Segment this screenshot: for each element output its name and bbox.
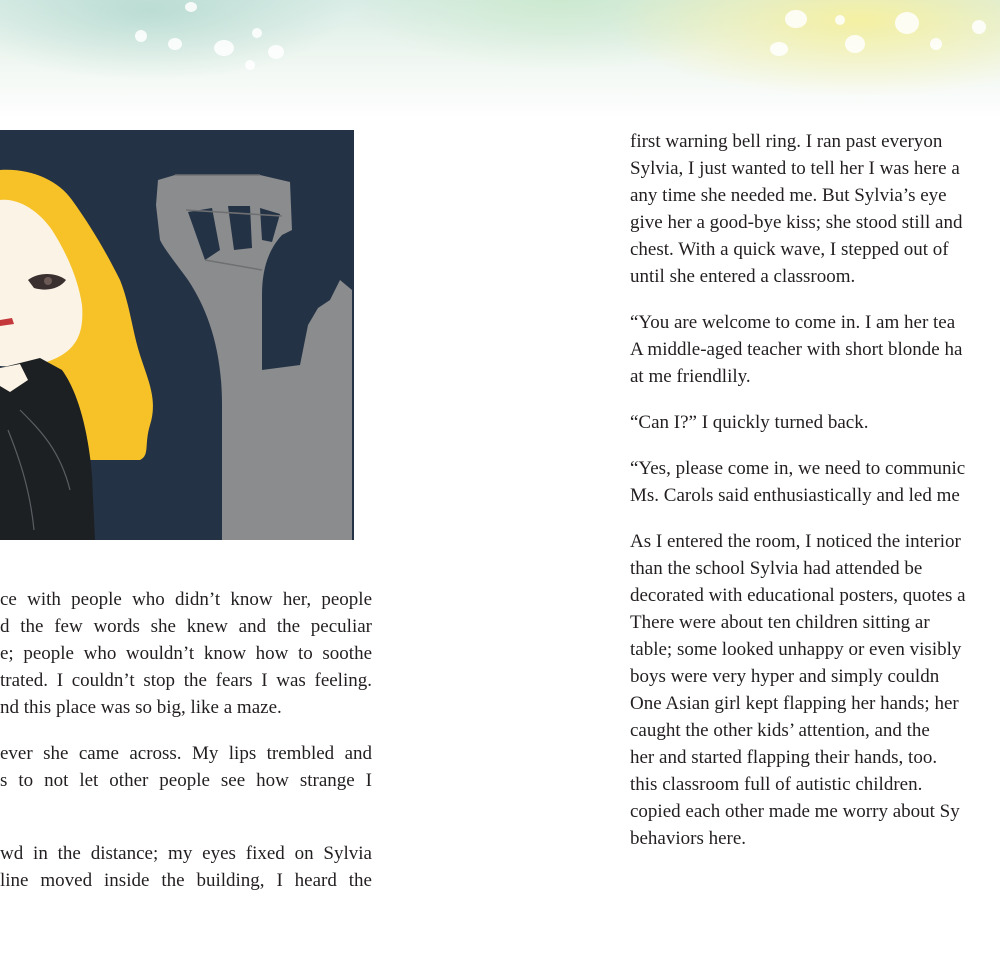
paragraph <box>0 840 372 894</box>
text-line: caught the other kids’ attention, and the <box>630 720 930 741</box>
bokeh-dot <box>168 38 182 50</box>
text-line: her and started flapping their hands, too. <box>630 747 938 768</box>
text-line: “Yes, please come in, we need to communic <box>630 458 966 479</box>
paragraph <box>630 128 1000 290</box>
bokeh-dot <box>835 15 845 25</box>
text-line: A middle-aged teacher with short blonde ha <box>630 339 963 360</box>
bokeh-dot <box>770 42 788 56</box>
text-line: give her a good-bye kiss; she stood still and <box>630 212 963 233</box>
text-line: this classroom full of autistic children. <box>630 774 923 795</box>
text-line: chest. With a quick wave, I stepped out of <box>630 239 949 260</box>
text-line: line moved inside the building, I heard the <box>0 870 372 891</box>
text-line: until she entered a classroom. <box>630 266 856 287</box>
text-line: trated. I couldn’t stop the fears I was feeling. <box>0 670 372 691</box>
bokeh-dot <box>214 40 234 56</box>
paragraph <box>0 740 372 794</box>
text-line: d the few words she knew and the peculiar <box>0 616 372 637</box>
bokeh-dot <box>245 60 255 70</box>
story-illustration <box>0 130 354 540</box>
text-line: “Can I?” I quickly turned back. <box>630 412 869 433</box>
text-line: wd in the distance; my eyes fixed on Sylvia <box>0 843 372 864</box>
bokeh-dot <box>972 20 986 34</box>
bokeh-dot <box>185 2 197 12</box>
bokeh-dot <box>252 28 262 38</box>
text-line: There were about ten children sitting ar <box>630 612 930 633</box>
text-line: nd this place was so big, like a maze. <box>0 697 282 718</box>
paragraph <box>630 309 1000 390</box>
text-line: behaviors here. <box>630 828 747 849</box>
text-line: any time she needed me. But Sylvia’s eye <box>630 185 947 206</box>
text-line: boys were very hyper and simply couldn <box>630 666 940 687</box>
text-line: ce with people who didn’t know her, people <box>0 589 372 610</box>
text-line: “You are welcome to come in. I am her tea <box>630 312 956 333</box>
text-line: e; people who wouldn’t know how to soothe <box>0 643 372 664</box>
page-header-background <box>0 0 1000 120</box>
bokeh-dot <box>268 45 284 59</box>
text-line: at me friendlily. <box>630 366 751 387</box>
bokeh-dot <box>785 10 807 28</box>
text-line: Ms. Carols said enthusiastically and led me <box>630 485 960 506</box>
bokeh-dot <box>845 35 865 53</box>
paragraph <box>630 528 1000 852</box>
text-line: As I entered the room, I noticed the interior <box>630 531 961 552</box>
right-page-text <box>630 128 1000 871</box>
text-line: first warning bell ring. I ran past everyon <box>630 131 943 152</box>
text-line: Sylvia, I just wanted to tell her I was here a <box>630 158 960 179</box>
paragraph <box>630 455 1000 509</box>
text-line: One Asian girl kept flapping her hands; her <box>630 693 959 714</box>
girl-pupil <box>44 277 52 285</box>
text-line: decorated with educational posters, quotes a <box>630 585 966 606</box>
text-line: table; some looked unhappy or even visibly <box>630 639 962 660</box>
bokeh-dot <box>135 30 147 42</box>
bokeh-dot <box>895 12 919 34</box>
text-line: s to not let other people see how strange I <box>0 770 372 791</box>
left-page-text <box>0 586 372 913</box>
text-line: copied each other made me worry about Sy <box>630 801 960 822</box>
paragraph <box>0 586 372 721</box>
text-line: than the school Sylvia had attended be <box>630 558 923 579</box>
bokeh-dot <box>930 38 942 50</box>
paragraph <box>630 409 1000 436</box>
text-line: ever she came across. My lips trembled and <box>0 743 372 764</box>
